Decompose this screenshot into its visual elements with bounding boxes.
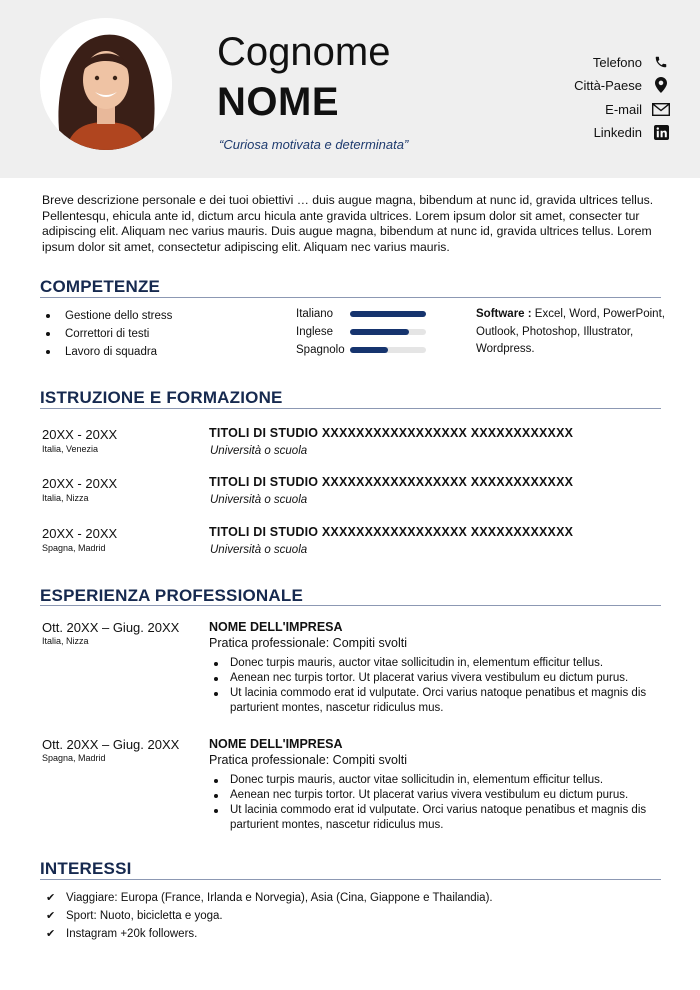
section-title-interessi: INTERESSI bbox=[40, 859, 132, 878]
education-degree: TITOLI DI STUDIO XXXXXXXXXXXXXXXXX XXXXXXXXXXXX bbox=[209, 525, 574, 539]
bullet-dot bbox=[46, 332, 50, 336]
skill-label: Gestione dello stress bbox=[65, 310, 173, 322]
language-name: Italiano bbox=[296, 308, 334, 320]
language-level-fill bbox=[350, 347, 388, 353]
software-label: Software : bbox=[476, 308, 532, 320]
contact-email-label: E-mail bbox=[605, 101, 642, 117]
location-pin-icon bbox=[652, 76, 670, 94]
experience-bullets bbox=[214, 773, 664, 833]
bullet-dot bbox=[46, 314, 50, 318]
experience-company: NOME DELL'IMPRESA bbox=[209, 737, 343, 751]
experience-bullet-text: Donec turpis mauris, auctor vitae sollicitudin in, elementum efficitur tellus. bbox=[230, 774, 604, 786]
software-skills bbox=[476, 306, 666, 359]
language-level-track bbox=[350, 347, 426, 353]
interest-item bbox=[46, 925, 493, 943]
language-name: Inglese bbox=[296, 326, 334, 338]
interest-item bbox=[46, 889, 493, 907]
education-place: Italia, Venezia bbox=[42, 444, 99, 454]
experience-bullet bbox=[214, 788, 664, 803]
skill-item bbox=[46, 325, 172, 343]
skill-label: Correttori di testi bbox=[65, 328, 150, 340]
section-title-competenze: COMPETENZE bbox=[40, 277, 161, 296]
bullet-dot bbox=[214, 662, 218, 666]
education-degree: TITOLI DI STUDIO XXXXXXXXXXXXXXXXX XXXXXXXXXXXX bbox=[209, 426, 574, 440]
bullet-dot bbox=[214, 677, 218, 681]
skill-item bbox=[46, 307, 172, 325]
education-school: Università o scuola bbox=[210, 544, 308, 556]
experience-role: Pratica professionale: Compiti svolti bbox=[209, 753, 407, 767]
experience-bullet bbox=[214, 671, 664, 686]
language-level-fill bbox=[350, 329, 409, 335]
experience-bullet bbox=[214, 803, 664, 833]
interest-text: Viaggiare: Europa (France, Irlanda e Norvegia), Asia (Cina, Giappone e Thailandia). bbox=[66, 892, 493, 904]
experience-bullets bbox=[214, 656, 664, 716]
contact-city-label: Città-Paese bbox=[574, 77, 642, 93]
bullet-dot bbox=[214, 779, 218, 783]
header-band bbox=[0, 0, 700, 178]
skill-label: Lavoro di squadra bbox=[65, 346, 158, 358]
experience-bullet bbox=[214, 656, 664, 671]
checkmark-icon: ✔ bbox=[46, 892, 56, 904]
language-level-track bbox=[350, 329, 426, 335]
bullet-dot bbox=[214, 692, 218, 696]
experience-bullet-text: Donec turpis mauris, auctor vitae sollicitudin in, elementum efficitur tellus. bbox=[230, 657, 604, 669]
language-level-track bbox=[350, 311, 426, 317]
contact-phone-label: Telefono bbox=[592, 54, 642, 70]
intro-paragraph: Breve descrizione personale e dei tuoi obiettivi … duis augue magna, bibendum at nunc id, gravida ultrices tellus. Pellentesqu, ehicula ante id, dictum arcu hicula ante gravida ultrices. Lorem ipsum dolor sit amet, consecter tur adipiscing elit. Aliquam nec varius mauris. Duis augue magna, bibendum at nunc id, gravida ultrices tellus. Lorem ipsum dolor sit amet, consectetur adipiscing elit. Aliquam nec varius mauris. bbox=[42, 193, 654, 254]
section-divider bbox=[40, 879, 661, 880]
interests-list bbox=[46, 889, 493, 943]
skill-item bbox=[46, 343, 172, 361]
education-place: Spagna, Madrid bbox=[42, 543, 106, 553]
interest-item bbox=[46, 907, 493, 925]
tagline: “Curiosa motivata e determinata” bbox=[219, 137, 409, 152]
education-school: Università o scuola bbox=[210, 494, 308, 506]
language-row bbox=[296, 341, 446, 359]
section-divider bbox=[40, 605, 661, 606]
section-divider bbox=[40, 408, 661, 409]
language-level-fill bbox=[350, 311, 426, 317]
experience-bullet-text: Aenean nec turpis tortor. Ut placerat varius vivera vestibulum eu dictum purus. bbox=[230, 789, 629, 801]
section-title-esperienza: ESPERIENZA PROFESSIONALE bbox=[40, 586, 303, 605]
envelope-icon bbox=[652, 100, 670, 118]
experience-place: Italia, Nizza bbox=[42, 636, 89, 646]
experience-role: Pratica professionale: Compiti svolti bbox=[209, 636, 407, 650]
software-list: Excel, Word, PowerPoint, Outlook, Photoshop, Illustrator, Wordpress. bbox=[476, 308, 665, 356]
experience-bullet-text: Ut lacinia commodo erat id vulputate. Orci varius natoque penatibus et magnis dis parturient montes, nascetur ridiculus mus. bbox=[230, 804, 647, 831]
surname: Cognome bbox=[217, 30, 391, 74]
checkmark-icon: ✔ bbox=[46, 910, 56, 922]
interest-text: Sport: Nuoto, bicicletta e yoga. bbox=[66, 910, 223, 922]
education-degree: TITOLI DI STUDIO XXXXXXXXXXXXXXXXX XXXXXXXXXXXX bbox=[209, 475, 574, 489]
education-dates: 20XX - 20XX bbox=[42, 427, 118, 442]
section-divider bbox=[40, 297, 661, 298]
contact-email bbox=[470, 99, 670, 119]
phone-icon bbox=[652, 53, 670, 71]
language-row bbox=[296, 305, 446, 323]
section-title-istruzione: ISTRUZIONE E FORMAZIONE bbox=[40, 388, 283, 407]
bullet-dot bbox=[214, 809, 218, 813]
contact-phone bbox=[470, 52, 670, 72]
bullet-dot bbox=[46, 350, 50, 354]
profile-photo bbox=[40, 18, 172, 150]
experience-bullet bbox=[214, 686, 664, 716]
experience-place: Spagna, Madrid bbox=[42, 753, 106, 763]
education-dates: 20XX - 20XX bbox=[42, 476, 118, 491]
education-school: Università o scuola bbox=[210, 445, 308, 457]
education-dates: 20XX - 20XX bbox=[42, 526, 118, 541]
skills-list bbox=[46, 307, 172, 361]
education-place: Italia, Nizza bbox=[42, 493, 89, 503]
language-row bbox=[296, 323, 446, 341]
experience-bullet-text: Ut lacinia commodo erat id vulputate. Orci varius natoque penatibus et magnis dis parturient montes, nascetur ridiculus mus. bbox=[230, 687, 647, 714]
language-name: Spagnolo bbox=[296, 344, 345, 356]
first-name: NOME bbox=[217, 80, 339, 124]
contact-linkedin bbox=[470, 122, 670, 142]
experience-bullet bbox=[214, 773, 664, 788]
linkedin-icon bbox=[652, 123, 670, 141]
experience-company: NOME DELL'IMPRESA bbox=[209, 620, 343, 634]
bullet-dot bbox=[214, 794, 218, 798]
checkmark-icon: ✔ bbox=[46, 928, 56, 940]
experience-dates: Ott. 20XX – Giug. 20XX bbox=[42, 737, 180, 752]
experience-dates: Ott. 20XX – Giug. 20XX bbox=[42, 620, 180, 635]
contact-linkedin-label: Linkedin bbox=[593, 124, 642, 140]
interest-text: Instagram +20k followers. bbox=[66, 928, 198, 940]
experience-bullet-text: Aenean nec turpis tortor. Ut placerat varius vivera vestibulum eu dictum purus. bbox=[230, 672, 629, 684]
contact-city bbox=[470, 75, 670, 95]
